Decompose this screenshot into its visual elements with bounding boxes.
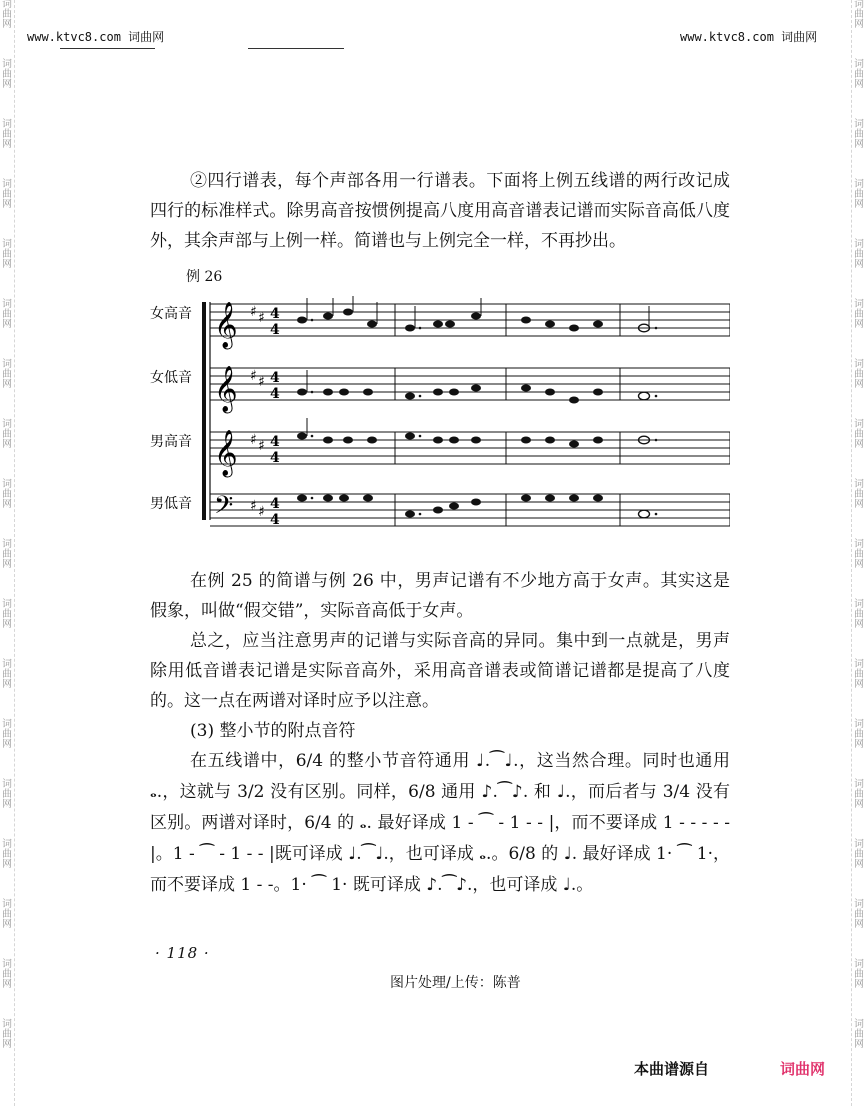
svg-text:4: 4 [270,496,280,512]
upload-credit: 图片处理/上传：陈普 [390,975,521,991]
svg-text:4: 4 [270,306,280,322]
source-label: 本曲谱源自 [634,1060,710,1078]
svg-text:4: 4 [270,512,280,528]
svg-text:♯: ♯ [250,368,257,384]
header-url-right: www.ktvc8.com 词曲网 [680,30,818,44]
paragraph-false-crossing: 在例 25 的简谱与例 26 中，男声记谱有不少地方高于女声。其实这是假象，叫做“假交错”，实际音高低于女声。 [150,571,730,621]
svg-text:♯: ♯ [250,432,257,448]
page-number: · 118 · [155,944,210,962]
staff-tenor [210,418,730,478]
svg-text:♯: ♯ [258,504,265,520]
svg-text:4: 4 [270,450,280,466]
source-site-link[interactable]: 词曲网 [780,1060,826,1078]
system-bracket [202,302,206,520]
svg-text:4: 4 [270,434,280,450]
svg-text:♯: ♯ [250,498,257,514]
score-example-26 [150,290,730,530]
svg-text:𝄞: 𝄞 [214,430,238,476]
paragraph-four-staves: ②四行谱表，每个声部各用一行谱表。下面将上例五线谱的两行改记成四行的标准样式。除男高音按惯例提高八度用高音谱表记谱而实际音高低八度外，其余声部与上例一样。简谱也与上例完全一样，不再抄出。 [150,171,730,251]
header-rule-left [60,48,155,49]
part-label-alto: 女低音 [150,370,192,386]
svg-text:4: 4 [270,370,280,386]
part-label-soprano: 女高音 [150,306,192,322]
svg-text:♯: ♯ [258,310,265,326]
svg-text:𝄞: 𝄞 [214,366,238,412]
svg-text:4: 4 [270,322,280,338]
part-label-tenor: 男高音 [150,434,192,450]
section-title: (3) 整小节的附点音符 [190,721,356,741]
svg-text:4: 4 [270,386,280,402]
svg-text:♯: ♯ [250,304,257,320]
paragraph-dotted-notes: 在五线谱中，6/4 的整小节音符通用 ♩.⁀♩.，这当然合理。同时也通用 𝅝.，这就与 3/2 没有区别。同样，6/8 通用 ♪.⁀♪. 和 ♩.，而后者与 3/4 没有区别。两谱对译时，6/4 的 𝅝. 最好译成 1 - ⁀ - 1 - - |，而不要译成 1 - - - - - |。1 - ⁀ - 1 - - |既可译成 ♩.⁀♩.，也可译成 𝅝.。6/8 的 ♩. 最好译成 1· ⁀ 1·，而不要译成 1 - -。1· ⁀ 1· 既可译成 ♪.⁀♪.，也可译成 ♩.。 [150,751,730,895]
part-label-bass: 男低音 [150,496,192,512]
paragraph-summary: 总之，应当注意男声的记谱与实际音高的异同。集中到一点就是，男声除用低音谱表记谱是实际音高外，采用高音谱表或简谱记谱都是提高了八度的。这一点在两谱对译时应予以注意。 [150,631,730,711]
right-watermark-strip: 词 曲 网 词 曲 网 词 曲 网 词 曲 网 词 曲 网 词 曲 网 词 曲 网 词 曲 网 词 曲 网 词 曲 网 词 曲 网 词 曲 网 词 曲 网 词 曲 网 词 曲 网 词 曲 网 词 曲 网 词 曲 网 [851,0,866,1106]
example-label: 例 26 [186,269,223,285]
staff-alto [210,366,730,414]
svg-text:𝄞: 𝄞 [214,302,238,348]
svg-text:𝄢: 𝄢 [214,491,234,526]
svg-text:♯: ♯ [258,438,265,454]
staff-soprano [210,296,730,350]
staff-bass [210,491,730,528]
header-url-left: www.ktvc8.com 词曲网 [27,30,165,44]
header-rule-right [248,48,344,49]
svg-text:♯: ♯ [258,374,265,390]
left-watermark-strip: 词 曲 网 词 曲 网 词 曲 网 词 曲 网 词 曲 网 词 曲 网 词 曲 网 词 曲 网 词 曲 网 词 曲 网 词 曲 网 词 曲 网 词 曲 网 词 曲 网 词 曲 网 词 曲 网 词 曲 网 词 曲 网 [0,0,15,1106]
